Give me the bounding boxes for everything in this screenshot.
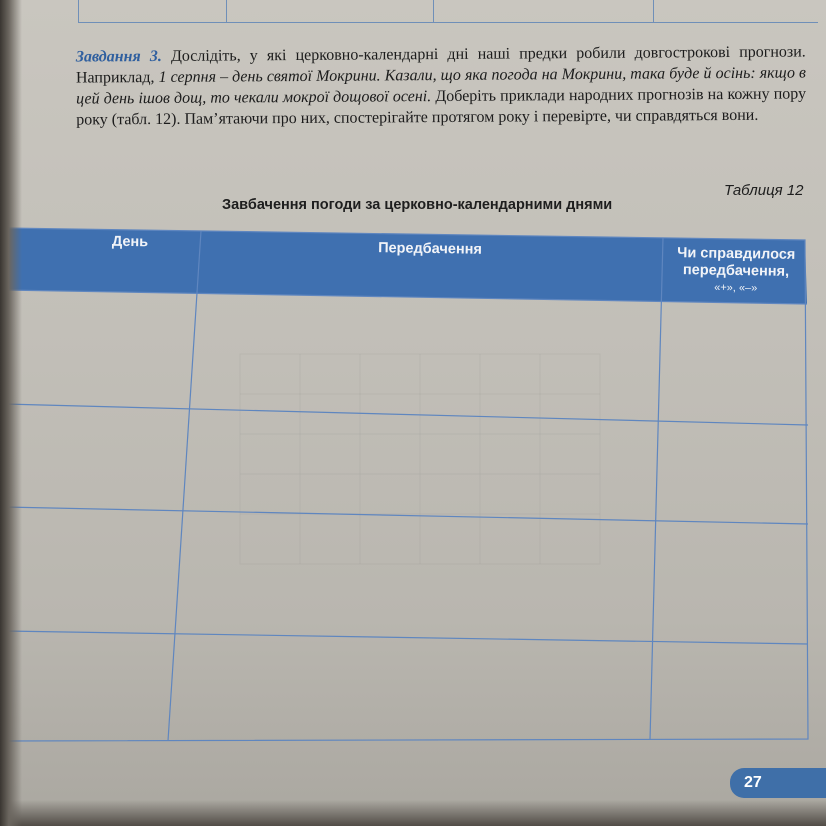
task-text-end: Доберіть приклади народних прогнозів на кожну пору року (табл. 12). Пам’ятаючи про них, спостерігайте протягом року і перевірте, чи справдяться вони. (76, 85, 807, 129)
header-result-text: Чи справдилося передбачення, (677, 245, 796, 280)
table-title: Завбачення погоди за церковно-календарними днями (222, 197, 613, 213)
task-text-start: Дослідіть, у які церковно-календарні дні наші предки робили довгострокові прогнози. Наприклад, (75, 43, 806, 87)
header-result-note: «+», «–» (714, 281, 758, 295)
page-left-shadow (0, 0, 22, 826)
forecast-table (0, 224, 826, 764)
table-grid (0, 224, 826, 764)
header-result (668, 245, 805, 298)
show-through-grid (240, 354, 600, 564)
page-number: 27 (730, 768, 826, 798)
task-paragraph (76, 41, 807, 130)
header-day: День (111, 233, 149, 251)
task-example: 1 серпня – день святої Мокрини. Казали, що яка погода на Мокрини, така буде й осінь: якщо в цей день ішов дощ, то чекали мокрої дощової осені. (76, 64, 806, 108)
previous-table-fragment (78, 0, 818, 23)
page-bottom-shadow (0, 800, 826, 826)
task-label: Завдання 3. (75, 47, 162, 66)
table-number: Таблиця 12 (724, 182, 804, 199)
table-lines (4, 228, 808, 741)
header-prediction: Передбачення (378, 240, 482, 258)
